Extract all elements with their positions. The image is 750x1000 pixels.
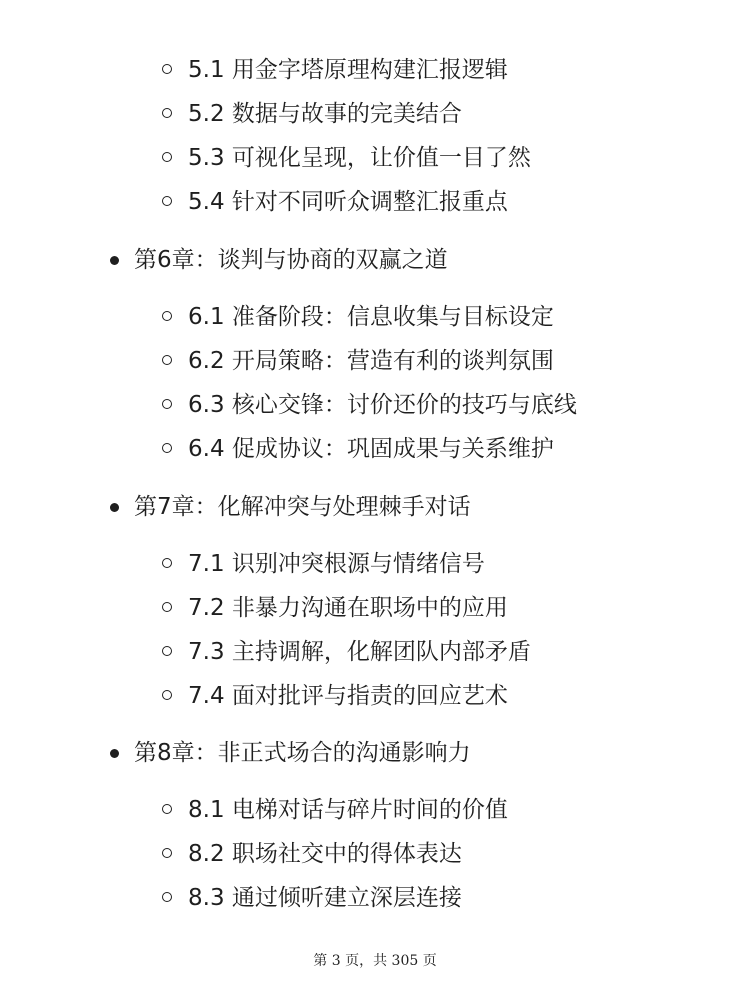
list-item [0,185,700,219]
list-item-text: 5.3 可视化呈现，让价值一目了然 [188,145,531,171]
hollow-bullet-icon [162,892,172,902]
page-number-footer: 第 3 页，共 305 页 [313,953,437,969]
hollow-bullet-icon [162,355,172,365]
hollow-bullet-icon [162,804,172,814]
hollow-bullet-icon [162,848,172,858]
hollow-bullet-icon [162,152,172,162]
list-item-text: 5.4 针对不同听众调整汇报重点 [188,189,508,215]
list-item-text: 6.1 准备阶段：信息收集与目标设定 [188,304,554,330]
list-item-text: 6.4 促成协议：巩固成果与关系维护 [188,436,554,462]
filled-bullet-icon [110,256,119,265]
list-item-text: 7.2 非暴力沟通在职场中的应用 [188,595,508,621]
chapter-heading [0,490,700,524]
hollow-bullet-icon [162,690,172,700]
list-item-text: 8.1 电梯对话与碎片时间的价值 [188,797,508,823]
list-item-text: 7.1 识别冲突根源与情绪信号 [188,551,485,577]
hollow-bullet-icon [162,108,172,118]
hollow-bullet-icon [162,196,172,206]
list-item [0,53,700,87]
list-item-text: 7.3 主持调解，化解团队内部矛盾 [188,639,531,665]
hollow-bullet-icon [162,558,172,568]
filled-bullet-icon [110,749,119,758]
list-item [0,432,700,466]
chapter-title: 第8章：非正式场合的沟通影响力 [134,740,471,766]
list-item [0,837,700,871]
chapter-title: 第7章：化解冲突与处理棘手对话 [134,494,471,520]
list-item [0,388,700,422]
list-item [0,635,700,669]
list-item [0,300,700,334]
list-item-text: 6.2 开局策略：营造有利的谈判氛围 [188,348,554,374]
list-item-text: 8.2 职场社交中的得体表达 [188,841,462,867]
list-item [0,344,700,378]
list-item [0,793,700,827]
list-item-text: 5.1 用金字塔原理构建汇报逻辑 [188,57,508,83]
list-item-text: 6.3 核心交锋：讨价还价的技巧与底线 [188,392,577,418]
hollow-bullet-icon [162,311,172,321]
list-item [0,881,700,915]
chapter-heading [0,736,700,770]
hollow-bullet-icon [162,602,172,612]
chapter-heading [0,243,700,277]
hollow-bullet-icon [162,443,172,453]
list-item [0,141,700,175]
list-item-text: 7.4 面对批评与指责的回应艺术 [188,683,508,709]
list-item [0,547,700,581]
chapter-title: 第6章：谈判与协商的双赢之道 [134,247,448,273]
list-item [0,97,700,131]
list-item [0,679,700,713]
hollow-bullet-icon [162,399,172,409]
list-item [0,591,700,625]
list-item-text: 8.3 通过倾听建立深层连接 [188,885,462,911]
hollow-bullet-icon [162,646,172,656]
hollow-bullet-icon [162,64,172,74]
filled-bullet-icon [110,503,119,512]
list-item-text: 5.2 数据与故事的完美结合 [188,101,462,127]
